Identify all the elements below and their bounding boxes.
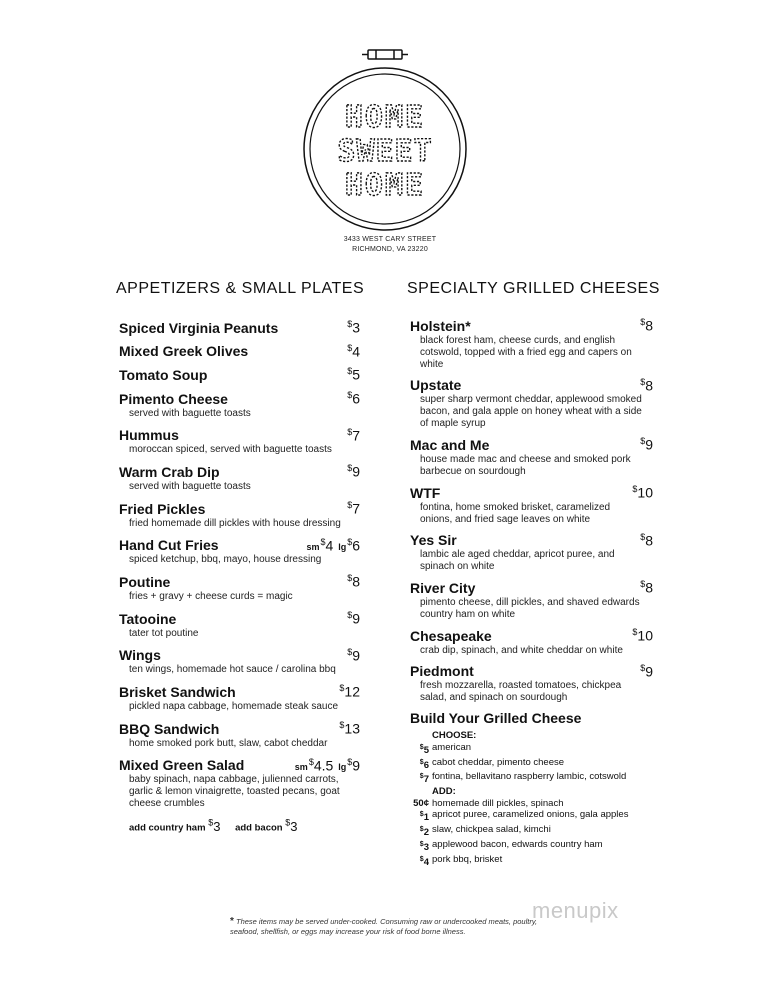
- menu-item-name: WTF: [410, 484, 441, 501]
- menu-item-description: fontina, home smoked brisket, caramelized onions, and fried sage leaves on white: [420, 501, 611, 525]
- item-price: [347, 427, 360, 444]
- menu-item-name: River City: [410, 579, 476, 596]
- menu-item-header: [407, 317, 653, 334]
- menu-item-header: [116, 647, 360, 664]
- build-option-price: [407, 757, 432, 772]
- build-your-own-options: [407, 730, 653, 868]
- item-price: [640, 317, 653, 334]
- size-large-price: 6: [352, 537, 360, 554]
- menu-item: [407, 663, 653, 705]
- menu-item: [116, 647, 360, 677]
- menu-item: [116, 610, 360, 640]
- currency-symbol: $: [640, 662, 646, 673]
- menu-item-description: served with baguette toasts: [129, 407, 251, 419]
- price-value: 8: [645, 532, 653, 549]
- build-option-text: fontina, bellavitano raspberry lambic, cotswold: [432, 771, 627, 783]
- grilled-cheese-title: SPECIALTY GRILLED CHEESES: [407, 280, 660, 297]
- menu-item-header: [116, 319, 360, 336]
- address-street: 3433 WEST CARY STREET: [343, 236, 437, 243]
- build-option-text: applewood bacon, edwards country ham: [432, 838, 603, 850]
- menu-item-description: lambic ale aged cheddar, apricot puree, and spinach on white: [420, 549, 615, 573]
- item-price: [640, 579, 653, 596]
- menu-item-name: Mixed Greek Olives: [119, 343, 249, 360]
- menu-item-header: [407, 627, 653, 644]
- menu-item-description: home smoked pork butt, slaw, cabot cheddar: [129, 737, 328, 749]
- menu-item-description: crab dip, spinach, and white cheddar on white: [420, 644, 623, 656]
- build-option-price-value: 4: [423, 856, 429, 868]
- price-value: 9: [645, 663, 653, 680]
- size-small-label: sm: [306, 542, 320, 553]
- grilled-cheese-section: [407, 280, 660, 868]
- menu-item: [116, 319, 360, 336]
- price-value: 7: [352, 500, 360, 517]
- build-option-price-value: 2: [423, 827, 429, 839]
- menu-item: [116, 537, 360, 567]
- menu-item-name: Chesapeake: [410, 627, 492, 644]
- build-option-price-value: 7: [423, 774, 429, 786]
- menu-item-description: fries + gravy + cheese curds = magic: [129, 590, 293, 602]
- currency-symbol: $: [347, 499, 353, 510]
- grilled-cheese-list: [407, 317, 653, 704]
- item-price: [632, 627, 653, 644]
- build-option-price-value: 50¢: [413, 797, 429, 809]
- item-price: [347, 319, 360, 336]
- menu-item-name: Yes Sir: [410, 532, 457, 549]
- menu-item-description: served with baguette toasts: [129, 480, 251, 492]
- menu-item: [116, 573, 360, 603]
- build-option-row: [407, 771, 653, 786]
- build-option-price: [407, 809, 432, 824]
- embroidery-hoop-clasp: [362, 50, 408, 59]
- currency-symbol: $: [347, 426, 353, 437]
- add-country-ham-price: $3: [208, 817, 221, 834]
- build-your-own-title: Build Your Grilled Cheese: [410, 710, 582, 727]
- currency-symbol: $: [419, 758, 424, 766]
- menu-item-description: pimento cheese, dill pickles, and shaved edwards country ham on white: [420, 596, 640, 620]
- currency-symbol: $: [640, 531, 646, 542]
- build-option-text: slaw, chickpea salad, kimchi: [432, 824, 551, 836]
- build-option-text: american: [432, 741, 472, 753]
- item-price: [347, 500, 360, 517]
- add-label: ADD:: [432, 786, 456, 798]
- size-large-price: 9: [352, 757, 360, 774]
- menu-item-name: Pimento Cheese: [119, 390, 228, 407]
- menu-item-description: fresh mozzarella, roasted tomatoes, chickpea salad, and spinach on sourdough: [420, 680, 622, 704]
- menu-item-name: Wings: [119, 647, 161, 664]
- currency-symbol: $: [640, 317, 646, 327]
- build-option-price: [407, 798, 432, 810]
- menu-item: [407, 484, 653, 526]
- menu-item-header: [116, 683, 360, 700]
- menu-item-description: spiced ketchup, bbq, mayo, house dressing: [129, 554, 322, 566]
- logo-line-2: SWEET: [337, 134, 433, 169]
- menu-item-description: fried homemade dill pickles with house dressing: [129, 517, 341, 529]
- build-option-price: [407, 742, 432, 757]
- price-value: 6: [352, 390, 360, 407]
- currency-symbol: $: [632, 483, 638, 494]
- item-price: [640, 532, 653, 549]
- menu-item-header: [116, 366, 360, 383]
- currency-symbol: $: [339, 683, 345, 694]
- menu-item-header: [116, 720, 360, 737]
- menu-item-header: [116, 610, 360, 627]
- build-option-price: [407, 839, 432, 854]
- menu-item-name: Poutine: [119, 573, 171, 590]
- menu-item: [116, 683, 360, 713]
- add-bacon-price: $3: [285, 817, 298, 834]
- menu-item-description: super sharp vermont cheddar, applewood smoked bacon, and gala apple on honey wheat with a side of maple syrup: [420, 394, 642, 430]
- currency-symbol: $: [419, 811, 424, 819]
- item-price: [347, 463, 360, 480]
- currency-symbol: $: [640, 436, 646, 447]
- menu-item-header: [116, 427, 360, 444]
- menu-item: [407, 436, 653, 478]
- menu-item: [116, 343, 360, 360]
- currency-symbol: $: [419, 773, 424, 781]
- price-value: 8: [645, 317, 653, 334]
- price-value: 9: [645, 436, 653, 453]
- price-value: 9: [352, 610, 360, 627]
- currency-symbol: $: [339, 719, 345, 730]
- menu-item-description: baby spinach, napa cabbage, julienned carrots, garlic & lemon vinaigrette, toasted pecans, goat cheese crumbles: [129, 774, 340, 810]
- currency-symbol: $: [640, 579, 646, 590]
- menu-item-name: Holstein*: [410, 317, 471, 334]
- currency-symbol: $: [419, 855, 424, 863]
- build-option-price-value: 1: [423, 812, 429, 824]
- item-price: [347, 573, 360, 590]
- price-value: 8: [645, 579, 653, 596]
- build-option-price-value: 6: [423, 759, 429, 771]
- item-price: [347, 390, 360, 407]
- build-option-price: [407, 824, 432, 839]
- currency-symbol: $: [347, 366, 353, 377]
- price-value: 8: [352, 573, 360, 590]
- menu-item: [116, 500, 360, 530]
- menu-item-name: Brisket Sandwich: [119, 683, 236, 700]
- currency-symbol: $: [419, 826, 424, 834]
- build-option-text: cabot cheddar, pimento cheese: [432, 756, 565, 768]
- address-city: RICHMOND, VA 23220: [352, 246, 428, 253]
- menu-item-description: black forest ham, cheese curds, and english cotswold, topped with a fried egg and capers on white: [420, 334, 632, 370]
- menu-item: [407, 377, 653, 431]
- menu-item-header: [116, 500, 360, 517]
- menu-item-name: Piedmont: [410, 663, 474, 680]
- food-safety-disclaimer: * These items may be served under-cooked. Consuming raw or undercooked meats, poultry, seafood, shellfish, or eggs may increase your risk of food borne illness.: [230, 916, 538, 936]
- menu-item: [407, 532, 653, 574]
- item-price: [347, 366, 360, 383]
- menu-item-name: Mixed Green Salad: [119, 757, 245, 774]
- currency-symbol: $: [347, 756, 353, 767]
- menu-item: [407, 317, 653, 371]
- currency-symbol: $: [347, 389, 353, 400]
- price-value: 7: [352, 427, 360, 444]
- logo-line-3: HOME: [344, 168, 426, 203]
- currency-symbol: $: [632, 626, 638, 637]
- menu-item-header: [407, 484, 653, 501]
- menu-item: [116, 463, 360, 493]
- price-value: 9: [352, 647, 360, 664]
- menu-item-description: house made mac and cheese and smoked pork barbecue on sourdough: [420, 453, 631, 477]
- appetizers-list: [116, 319, 360, 810]
- menu-item-name: Tomato Soup: [119, 366, 208, 383]
- price-value: 10: [637, 627, 653, 644]
- menu-item: [407, 627, 653, 657]
- menu-item-header: [116, 463, 360, 480]
- menu-item-name: BBQ Sandwich: [119, 720, 220, 737]
- currency-symbol: $: [419, 743, 424, 751]
- menu-item-header: [116, 343, 360, 360]
- size-small-price: 4.5: [313, 757, 334, 774]
- menu-item: [116, 427, 360, 457]
- menu-item-header: [407, 663, 653, 680]
- build-option-row: [407, 798, 653, 810]
- item-size-prices: [294, 757, 360, 774]
- price-value: 13: [344, 720, 360, 737]
- menu-item: [116, 390, 360, 420]
- menu-item: [116, 757, 360, 811]
- currency-symbol: $: [347, 319, 353, 329]
- salad-addons: [129, 817, 360, 833]
- currency-symbol: $: [640, 376, 646, 387]
- price-value: 9: [352, 463, 360, 480]
- currency-symbol: $: [347, 573, 353, 584]
- item-size-prices: [305, 537, 360, 554]
- menu-item-name: Warm Crab Dip: [119, 463, 220, 480]
- menu-item-name: Hummus: [119, 427, 179, 444]
- price-value: 8: [645, 377, 653, 394]
- build-option-text: apricot puree, caramelized onions, gala apples: [432, 809, 629, 821]
- menu-item: [116, 720, 360, 750]
- build-option-row: [407, 757, 653, 772]
- menu-item: [116, 366, 360, 383]
- add-country-ham-label: add country ham: [129, 822, 206, 834]
- menu-item-header: [407, 532, 653, 549]
- item-price: [640, 377, 653, 394]
- choose-list: [407, 742, 653, 786]
- currency-symbol: $: [320, 536, 326, 547]
- menu-item-name: Tatooine: [119, 610, 177, 627]
- price-value: 4: [352, 343, 360, 360]
- build-option-text: pork bbq, brisket: [432, 853, 503, 865]
- size-small-label: sm: [294, 762, 308, 773]
- item-price: [339, 720, 360, 737]
- item-price: [339, 683, 360, 700]
- build-option-row: [407, 824, 653, 839]
- menu-item-name: Mac and Me: [410, 436, 490, 453]
- currency-symbol: $: [347, 536, 353, 547]
- currency-symbol: $: [347, 609, 353, 620]
- add-list: [407, 798, 653, 869]
- logo-line-1: HOME: [344, 100, 426, 135]
- item-price: [640, 663, 653, 680]
- menupix-watermark: menupix: [532, 898, 619, 923]
- menu-item-header: [407, 377, 653, 394]
- menu-item-name: Upstate: [410, 377, 462, 394]
- menu-item-name: Hand Cut Fries: [119, 537, 219, 554]
- currency-symbol: $: [308, 756, 314, 767]
- menu-item-description: tater tot poutine: [129, 627, 199, 639]
- menu-item-header: [116, 757, 360, 774]
- price-value: 10: [637, 484, 653, 501]
- item-price: [347, 610, 360, 627]
- choose-label: CHOOSE:: [432, 730, 477, 742]
- add-bacon-label: add bacon: [235, 822, 283, 834]
- size-large-label: lg: [338, 762, 347, 773]
- build-option-price: [407, 771, 432, 786]
- price-value: 12: [344, 683, 360, 700]
- menu-item-header: [116, 573, 360, 590]
- build-option-row: [407, 742, 653, 757]
- item-price: [640, 436, 653, 453]
- currency-symbol: $: [419, 840, 424, 848]
- price-value: 5: [352, 366, 360, 383]
- menu-item-name: Fried Pickles: [119, 500, 206, 517]
- currency-symbol: $: [347, 646, 353, 657]
- appetizers-section: [116, 280, 365, 834]
- build-option-price-value: 5: [423, 745, 429, 756]
- menu-item-description: ten wings, homemade hot sauce / carolina bbq: [129, 664, 336, 676]
- item-price: [632, 484, 653, 501]
- menu-item-header: [407, 436, 653, 453]
- menu-item-header: [116, 390, 360, 407]
- price-value: 3: [352, 319, 360, 336]
- build-option-row: [407, 809, 653, 824]
- menu-item-name: Spiced Virginia Peanuts: [119, 319, 279, 336]
- currency-symbol: $: [347, 463, 353, 474]
- size-large-label: lg: [338, 542, 347, 553]
- build-option-price: [407, 854, 432, 869]
- build-option-row: [407, 839, 653, 854]
- build-option-text: homemade dill pickles, spinach: [432, 797, 564, 809]
- size-small-price: 4: [325, 537, 334, 554]
- build-option-row: [407, 854, 653, 869]
- menu-item-header: [116, 537, 360, 554]
- item-price: [347, 343, 360, 360]
- currency-symbol: $: [347, 342, 353, 353]
- menu-item-description: pickled napa cabbage, homemade steak sauce: [129, 700, 339, 712]
- appetizers-title: APPETIZERS & SMALL PLATES: [116, 280, 365, 297]
- item-price: [347, 647, 360, 664]
- home-sweet-home-logo: [302, 47, 468, 233]
- build-option-price-value: 3: [423, 841, 429, 853]
- menu-item: [407, 579, 653, 621]
- menu-item-header: [407, 579, 653, 596]
- menu-item-description: moroccan spiced, served with baguette toasts: [129, 444, 332, 456]
